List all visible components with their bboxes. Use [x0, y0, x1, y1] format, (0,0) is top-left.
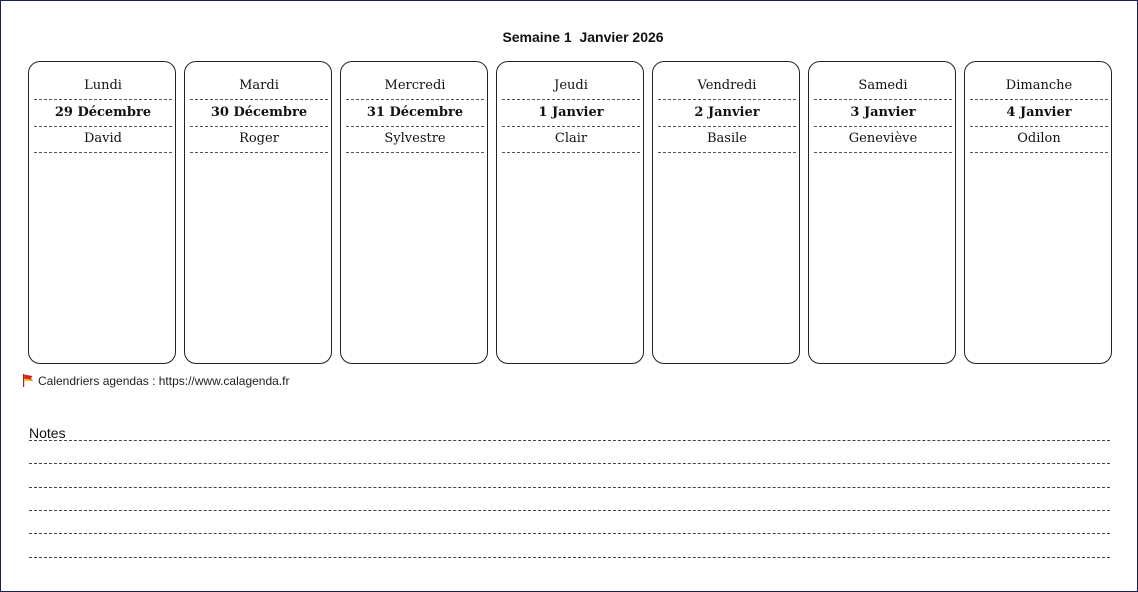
source-credit[interactable]	[22, 374, 289, 388]
note-line[interactable]	[29, 463, 1110, 464]
day-column-wednesday	[340, 61, 488, 364]
day-date: 1 Janvier	[502, 100, 640, 127]
note-line[interactable]	[29, 557, 1110, 558]
day-column-thursday	[496, 61, 644, 364]
day-date: 4 Janvier	[970, 100, 1108, 127]
day-saint: Basile	[658, 126, 796, 153]
day-name: Lundi	[34, 73, 172, 100]
note-line[interactable]	[29, 440, 1110, 441]
note-line[interactable]	[29, 510, 1110, 511]
day-saint: David	[34, 126, 172, 153]
day-column-tuesday	[184, 61, 332, 364]
page-title: Semaine 1 Janvier 2026	[502, 29, 664, 45]
day-date: 29 Décembre	[34, 100, 172, 127]
day-date: 3 Janvier	[814, 100, 952, 127]
day-date: 30 Décembre	[190, 100, 328, 127]
day-name: Vendredi	[658, 73, 796, 100]
day-column-saturday	[808, 61, 956, 364]
day-name: Dimanche	[970, 73, 1108, 100]
day-date: 2 Janvier	[658, 100, 796, 127]
calendar-flag-icon	[22, 374, 34, 388]
note-line[interactable]	[29, 487, 1110, 488]
day-saint: Odilon	[970, 126, 1108, 153]
note-line[interactable]	[29, 533, 1110, 534]
day-name: Mardi	[190, 73, 328, 100]
day-column-friday	[652, 61, 800, 364]
day-saint: Roger	[190, 126, 328, 153]
day-column-monday	[28, 61, 176, 364]
day-date: 31 Décembre	[346, 100, 484, 127]
day-name: Mercredi	[346, 73, 484, 100]
day-saint: Sylvestre	[346, 126, 484, 153]
day-column-sunday	[964, 61, 1112, 364]
day-saint: Clair	[502, 126, 640, 153]
day-name: Jeudi	[502, 73, 640, 100]
week-days	[28, 61, 1112, 364]
source-link-text[interactable]: Calendriers agendas : https://www.calagenda.fr	[38, 374, 290, 388]
day-name: Samedi	[814, 73, 952, 100]
notes-label: Notes	[29, 425, 66, 441]
day-saint: Geneviève	[814, 126, 952, 153]
